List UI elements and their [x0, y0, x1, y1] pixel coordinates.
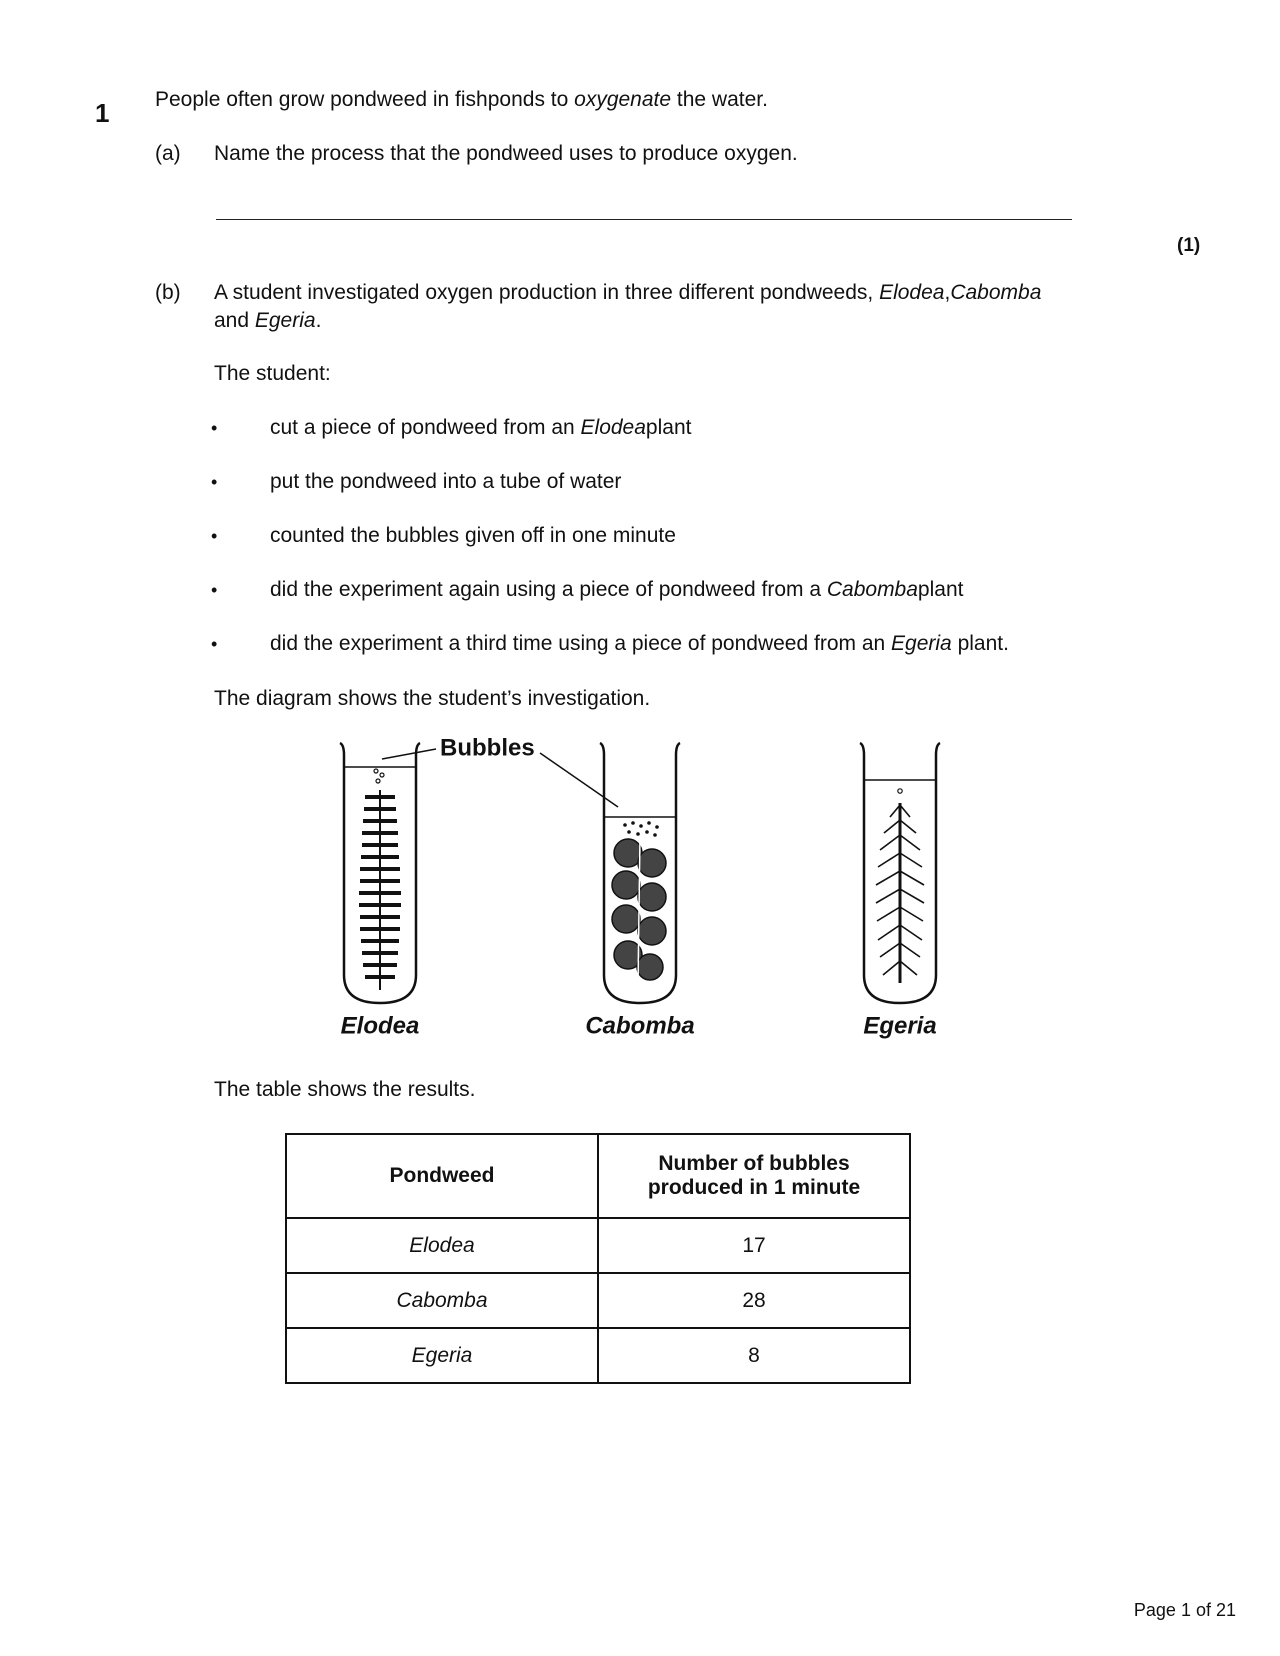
bubbles-leader-cabomba	[540, 753, 618, 807]
part-b-text-line1: A student investigated oxygen production in three different pondweeds, Elodea,Cabomba	[214, 281, 1042, 304]
table-row	[286, 1218, 910, 1273]
cell-bubbles: 17	[598, 1218, 910, 1273]
bubbles-cabomba	[623, 821, 659, 837]
bullet-item: put the pondweed into a tube of water	[270, 470, 622, 493]
table-header-row	[286, 1134, 910, 1218]
pondweed-diagram	[320, 735, 960, 1045]
bubbles-leader-elodea	[382, 749, 436, 759]
question-intro: People often grow pondweed in fishponds to oxygenate the water.	[155, 88, 768, 111]
elodea-plant	[359, 790, 401, 990]
page-number: Page 1 of 21	[1133, 1600, 1236, 1620]
tube-label-egeria: Egeria	[863, 1012, 937, 1040]
results-table	[285, 1133, 911, 1384]
student-intro: The student:	[214, 362, 331, 385]
cell-bubbles: 28	[598, 1273, 910, 1328]
part-b-label: (b)	[155, 281, 181, 304]
bullet-item: did the experiment a third time using a piece of pondweed from an Egeria plant.	[270, 632, 1009, 655]
egeria-plant	[876, 803, 924, 983]
bubbles-elodea	[374, 769, 384, 783]
bullet-marker: •	[211, 634, 218, 654]
question-number: 1	[95, 98, 110, 128]
part-b-text-line2: and Egeria.	[214, 309, 322, 332]
cell-plant: Cabomba	[286, 1273, 598, 1328]
bubbles-label: Bubbles	[440, 735, 535, 762]
bullet-item: cut a piece of pondweed from an Elodeaplant	[270, 416, 692, 439]
diagram-intro: The diagram shows the student’s investigation.	[214, 687, 651, 710]
table-row	[286, 1328, 910, 1383]
tube-label-elodea: Elodea	[340, 1012, 420, 1040]
table-intro: The table shows the results.	[214, 1078, 476, 1101]
bubbles-egeria	[898, 789, 902, 793]
header-bubbles: Number of bubbles produced in 1 minute	[598, 1134, 910, 1218]
cell-plant: Elodea	[286, 1218, 598, 1273]
bullet-item: did the experiment again using a piece of pondweed from a Cabombaplant	[270, 578, 964, 601]
bullet-marker: •	[211, 418, 218, 438]
part-a-label: (a)	[155, 142, 181, 165]
bullet-marker: •	[211, 580, 218, 600]
cell-plant: Egeria	[286, 1328, 598, 1383]
tube-label-cabomba: Cabomba	[585, 1012, 695, 1040]
header-pondweed: Pondweed	[286, 1134, 598, 1218]
cabomba-plant	[612, 835, 666, 985]
part-a-question: Name the process that the pondweed uses to produce oxygen.	[214, 142, 798, 165]
answer-line[interactable]	[216, 219, 1072, 220]
bullet-item: counted the bubbles given off in one minute	[270, 524, 676, 547]
marks-label: (1)	[1177, 235, 1201, 256]
bullet-marker: •	[211, 472, 218, 492]
bullet-marker: •	[211, 526, 218, 546]
cell-bubbles: 8	[598, 1328, 910, 1383]
table-row	[286, 1273, 910, 1328]
